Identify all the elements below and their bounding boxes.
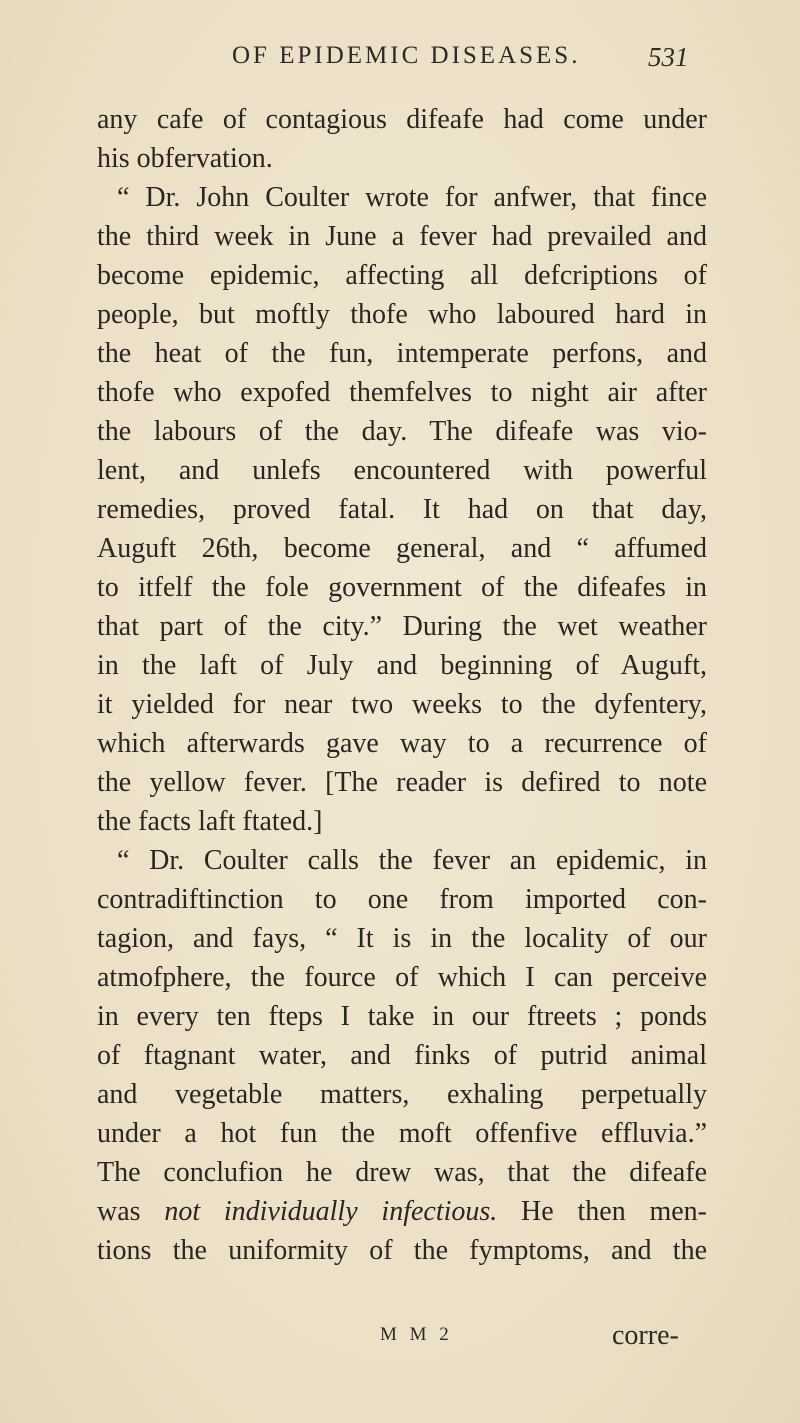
catchword: corre- bbox=[612, 1320, 679, 1351]
text-line: which afterwards gave way to a recurrence of bbox=[97, 728, 707, 759]
text-line: under a hot fun the moft offenfive effluvia.” bbox=[97, 1118, 707, 1149]
text-line: remedies, proved fatal. It had on that day, bbox=[97, 494, 707, 525]
text-line: lent, and unlefs encountered with powerful bbox=[97, 455, 707, 486]
text-line: the facts laft ftated.] bbox=[97, 806, 323, 837]
text-line: thofe who expofed themfelves to night air after bbox=[97, 377, 707, 408]
text-line: contradiftinction to one from imported con- bbox=[97, 884, 707, 915]
text-line: of ftagnant water, and finks of putrid animal bbox=[97, 1040, 707, 1071]
running-title: OF EPIDEMIC DISEASES. bbox=[232, 42, 581, 69]
text-line: in every ten fteps I take in our ftreets ; ponds bbox=[97, 1001, 707, 1032]
text-line: the third week in June a fever had prevailed and bbox=[97, 221, 707, 252]
text-line: tagion, and fays, “ It is in the locality of our bbox=[97, 923, 707, 954]
signature-mark: M M 2 bbox=[380, 1324, 453, 1345]
page-footer bbox=[0, 1320, 800, 1364]
text-line: “ Dr. John Coulter wrote for anfwer, that fince bbox=[117, 182, 707, 213]
text-line: in the laft of July and beginning of Auguft, bbox=[97, 650, 707, 681]
text-line: atmofphere, the fource of which I can perceive bbox=[97, 962, 707, 993]
text-line: “ Dr. Coulter calls the fever an epidemic, in bbox=[117, 845, 707, 876]
text-line: his obfervation. bbox=[97, 143, 273, 174]
text-line: the labours of the day. The difeafe was vio- bbox=[97, 416, 707, 447]
body-text bbox=[97, 100, 707, 1270]
text-line: The conclufion he drew was, that the difeafe bbox=[97, 1157, 707, 1188]
text-line: any cafe of contagious difeafe had come under bbox=[97, 104, 707, 135]
page-number: 531 bbox=[648, 42, 689, 72]
text-line: that part of the city.” During the wet weather bbox=[97, 611, 707, 642]
text-line: become epidemic, affecting all defcriptions of bbox=[97, 260, 707, 291]
text-line: tions the uniformity of the fymptoms, and the bbox=[97, 1235, 707, 1266]
text-fragment: He then men- bbox=[497, 1196, 707, 1227]
text-fragment: was bbox=[97, 1196, 165, 1227]
text-line: the yellow fever. [The reader is defired to note bbox=[97, 767, 707, 798]
text-line: and vegetable matters, exhaling perpetually bbox=[97, 1079, 707, 1110]
text-line: Auguft 26th, become general, and “ affumed bbox=[97, 533, 707, 564]
italic-phrase: not individually infectious. bbox=[164, 1196, 498, 1227]
running-head bbox=[0, 42, 800, 82]
text-line: people, but moftly thofe who laboured hard in bbox=[97, 299, 707, 330]
text-line: the heat of the fun, intemperate perfons, and bbox=[97, 338, 707, 369]
text-line-with-italic bbox=[97, 1192, 707, 1231]
text-line: it yielded for near two weeks to the dyfentery, bbox=[97, 689, 707, 720]
text-line: to itfelf the fole government of the difeafes in bbox=[97, 572, 707, 603]
